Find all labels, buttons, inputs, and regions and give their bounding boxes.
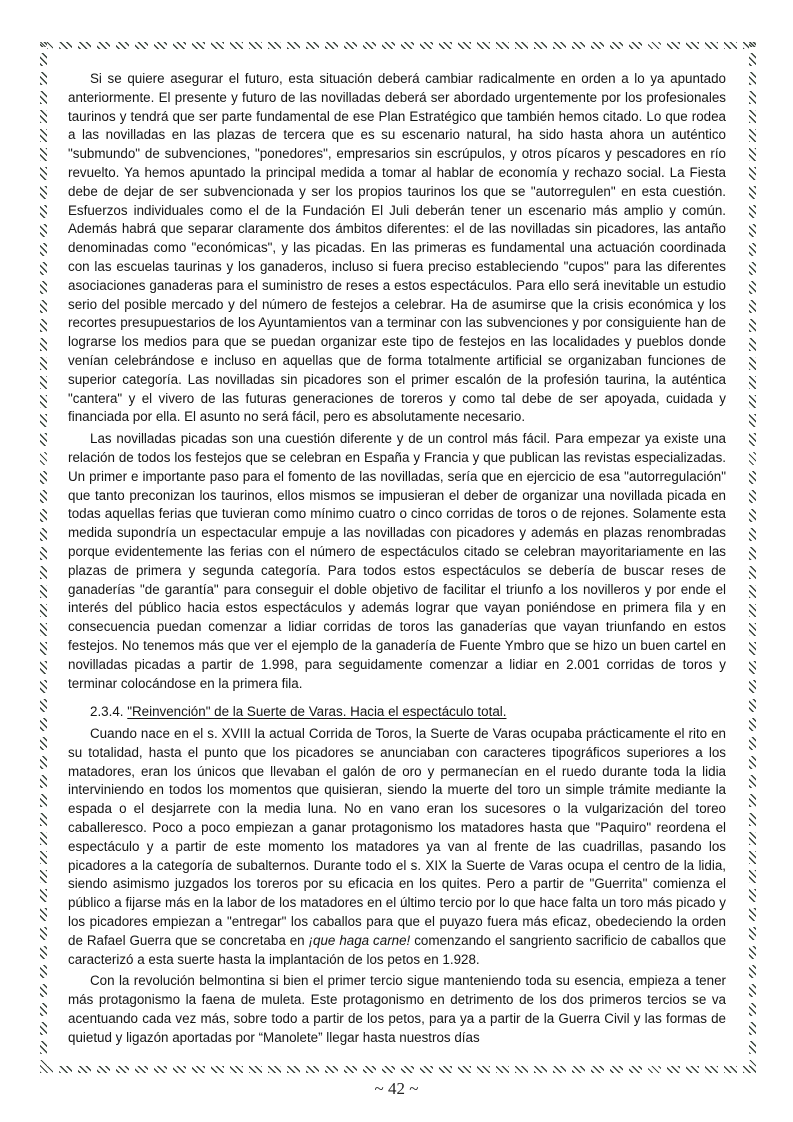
page-number: ~ 42 ~ bbox=[374, 1079, 419, 1098]
decorative-border-left bbox=[40, 42, 47, 1073]
paragraph-segment: Cuando nace en el s. XVIII la actual Corrida de Toros, la Suerte de Varas ocupaba prácticamente el rito en su totalidad, hasta el punto que los picadores se anunciaban con caracteres tipográficos superiores a los matadores, eran los únicos que llevaban el galón de oro y permanecían en el ruedo durante toda la lidia interviniendo en todos los momentos que quisieran, siendo la muerte del toro un simple trámite mediante la espada o el desjarrete con la media luna. No en vano eran los sucesores o la vulgarización del toreo caballeresco. Poco a poco empiezan a ganar protagonismo los matadores hasta que "Paquiro" reordena el espectáculo y a partir de este momento los matadores ya van al frente de las cuadrillas, pasando los picadores a la categoría de subalternos. Durante todo el s. XIX la Suerte de Varas ocupa el centro de la lidia, siendo asimismo juzgados los toreros por su eficacia en los quites. Pero a partir de "Guerrita" comienza el público a fijarse más en la labor de los matadores en el último tercio por lo que hace falta un toro más picado y los picadores empiezan a "entregar" los caballos para que el puyazo fuera más eficaz, obedeciendo la orden de Rafael Guerra que se concretaba en bbox=[68, 726, 726, 948]
paragraph-suerte-de-varas-history bbox=[68, 725, 726, 969]
section-heading bbox=[68, 703, 726, 722]
paragraph-future-of-novilladas: Si se quiere asegurar el futuro, esta situación deberá cambiar radicalmente en orden a lo ya apuntado anteriormente. El presente y futuro de las novilladas deberá ser abordado urgentemente por los profesionales taurinos y tendrá que ser parte fundamental de ese Plan Estratégico que también hemos citado. Lo que rodea a las novilladas en las plazas de tercera que es su escenario natural, ha sido hasta ahora un auténtico "submundo" de subvenciones, "ponedores", empresarios sin escrúpulos, y otros pícaros y pescadores en río revuelto. Ya hemos apuntado la principal medida a tomar al hablar de economía y rechazo social. La Fiesta debe de dejar de ser subvencionada y ser los propios taurinos los que se "autorregulen" en esta cuestión. Esfuerzos individuales como el de la Fundación El Juli deberán tener un escenario más amplio y común. Además habrá que separar claramente dos ámbitos diferentes: el de las novilladas sin picadores, las antaño denominadas como "económicas", y las picadas. En las primeras es fundamental una actuación coordinada con las escuelas taurinas y los ganaderos, incluso si fuera preciso estableciendo "cupos" para las diferentes asociaciones ganaderas para el suministro de reses a estos espectáculos. Para ello será inevitable un estudio serio del posible mercado y del número de festejos a celebrar. Ha de asumirse que la crisis económica y los recortes presupuestarios de los Ayuntamientos van a terminar con las subvenciones y por consiguiente han de lograrse los medios para que se puedan organizar este tipo de festejos en las localidades y pueblos donde venían celebrándose e incluso en aquellas que de forma totalmente artificial se organizaban funciones de superior categoría. Las novilladas sin picadores son el primer escalón de la profesión taurina, la auténtica "cantera" y el vivero de las futuras generaciones de toreros y como tal debe de ser apoyada, cuidada y financiada por ella. El asunto no será fácil, pero es absolutamente necesario. bbox=[68, 71, 726, 425]
paragraph-revolucion-belmontina: Con la revolución belmontina si bien el primer tercio sigue manteniendo toda su esencia, empieza a tener más protagonismo la faena de muleta. Este protagonismo en detrimento de los dos primeros tercios se va acentuando cada vez más, sobre todo a partir de los petos, para ya a partir de la Guerra Civil y las formas de quietud y ligazón aportadas por “Manolete” llegar hasta nuestros días bbox=[68, 973, 726, 1045]
text-block bbox=[68, 70, 726, 1051]
section-title: "Reinvención" de la Suerte de Varas. Hacia el espectáculo total. bbox=[127, 704, 507, 720]
paragraph-segment: comenzando el sangriento sacrificio de caballos que caracterizó a esta suerte hasta la implantación de los petos en 1.928. bbox=[68, 932, 727, 967]
section-number: 2.3.4. bbox=[90, 704, 124, 720]
decorative-border-right bbox=[749, 42, 756, 1073]
paragraph-segment-italic: ¡que haga carne! bbox=[308, 932, 411, 948]
decorative-border-bottom bbox=[40, 1066, 756, 1073]
paragraph-novilladas-picadas: Las novilladas picadas son una cuestión diferente y de un control más fácil. Para empezar ya existe una relación de todos los festejos que se celebran en España y Francia y que publican las revistas especializadas. Un primer e importante paso para el fomento de las novilladas, sería que en ejercicio de esa "autorregulación" que tanto preconizan los taurinos, ellos mismos se impusieran el deber de organizar una novillada picada en todas aquellas ferias que tuvieran como mínimo cuatro o cinco corridas de toros o de rejones. Solamente esta medida supondría un espectacular empuje a las novilladas con picadores y además en plazas renombradas porque evidentemente las ferias con el número de espectáculos citado se celebran mayoritariamente en las plazas de primera y segunda categoría. Para todos estos espectáculos se debería de buscar reses de ganaderías "de garantía" para conseguir el doble objetivo de facilitar el triunfo a los novilleros y por ende el interés del público hacia estos espectáculos y además lograr que vayan poniéndose en primera fila y en consecuencia puedan comenzar a lidiar corridas de toros las ganaderías que vayan triunfando en estos festejos. No tenemos más que ver el ejemplo de la ganadería de Fuente Ymbro que se hizo un buen cartel en novilladas picadas a partir de 1.998, para seguidamente comenzar a lidiar en 2.001 corridas de toros y terminar colocándose en la primera fila. bbox=[68, 431, 726, 691]
decorative-border-top bbox=[40, 42, 756, 49]
